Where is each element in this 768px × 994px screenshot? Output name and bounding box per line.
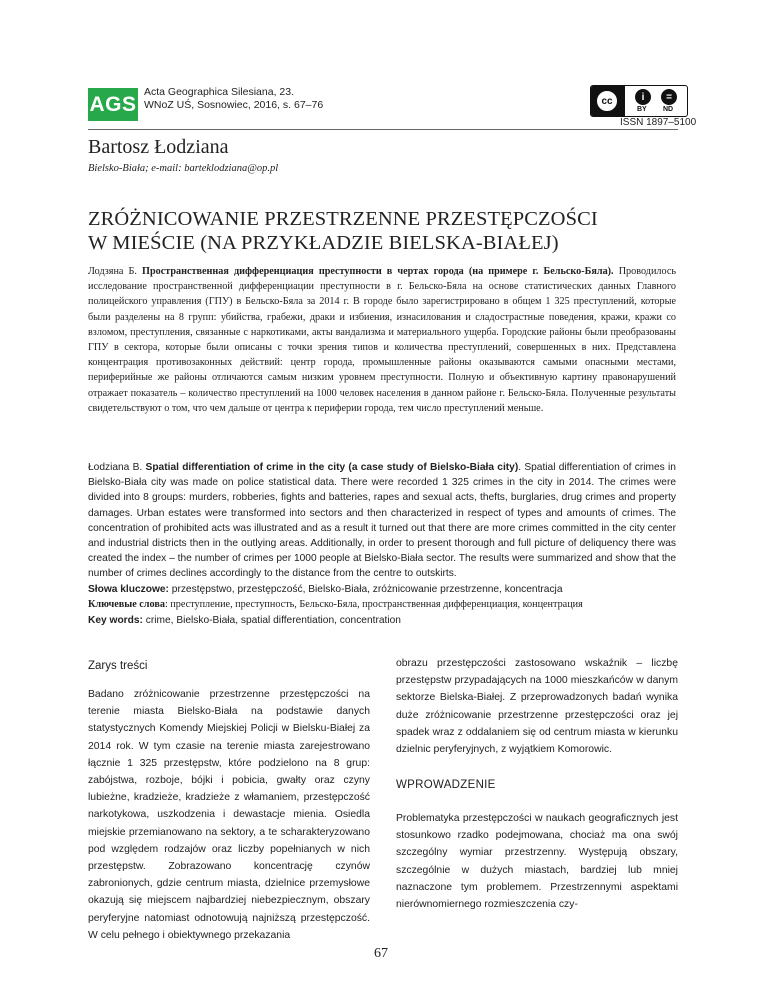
keywords-block [88,582,676,628]
author-affiliation: Bielsko-Biała; e-mail: barteklodziana@op.pl [88,163,279,174]
keywords-en-label: Key words: [88,614,143,626]
journal-info [144,86,323,112]
keywords-ru-label: Ключевые слова [88,599,165,611]
journal-logo: AGS [88,88,138,121]
section-heading-summary: Zarys treści [88,660,148,672]
abstract-russian [88,264,676,416]
page-number: 67 [374,946,388,961]
equals-icon: = [661,89,677,105]
keywords-en-text: crime, Bielsko-Biała, spatial differentiation, concentration [142,614,401,626]
header-divider [88,129,678,130]
license-badge [590,85,688,117]
person-icon: i [635,89,651,105]
journal-line-1: Acta Geographica Silesiana, 23. [144,86,295,98]
keywords-english [88,613,676,628]
title-line-2: W MIEŚCIE (NA PRZYKŁADZIE BIELSKA-BIAŁEJ) [88,232,559,254]
keywords-ru-text: : преступление, преступность, Бельско-Бяла, пространственная дифференциация, концентрация [164,599,583,611]
article-title [88,207,598,255]
journal-line-2: WNoZ UŚ, Sosnowiec, 2016, s. 67–76 [144,99,324,111]
issn: ISSN 1897–5100 [620,117,697,128]
abstract-en-author: Łodziana B. [88,462,143,473]
cc-logo [591,86,625,116]
abstract-ru-body: Проводилось исследование пространственной дифференциации преступности в г. Бельско-Бяла на основе статистических данных Главного полицейского управления (ГПУ) в Бельско-Бяла за 2014 г. В городе было зарегистрировано в общем 1 325 преступлений, которые были разделены на 8 групп: убийства, грабежи, драки и избиения, изнасилования и сладострастные поведения, кражи, кражи со взломом, преступления, связанные с наркотиками, акты вандализма и материального ущерба. Городские районы были преобразованы ГПУ в сектора, которые были описаны с точки зрения типов и количества преступлений, совершенных в них. Представлена концентрация противозаконных действий: центр города, промышленные районы оказываются самыми опасными местами, периферийные же районы отличаются самым низким уровнем преступности. Полную и объективную картину правонарушений отражает показатель – количество преступлений на 1000 человек населения в данном районе г. Бельско-Бяла. Полученные результаты свидетельствуют о том, что чем дальше от центра к периферии города, тем число преступлений меньше. [88,266,677,414]
cc-icon: cc [595,89,619,113]
abstract-ru-title: Пространственная дифференциация преступности в чертах города (на примере г. Бельско-Бяла). [142,266,614,277]
license-by-label: BY [637,106,647,113]
keywords-pl-label: Słowa kluczowe: [88,584,169,595]
license-nd-label: ND [663,106,674,113]
keywords-russian [88,597,676,612]
summary-body: Badano zróżnicowanie przestrzenne przestępczości na terenie miasta Bielsko-Biała na podstawie danych statystycznych Komendy Miejskiej Policji w Bielsku-Białej za 2014 rok. W tym czasie na terenie miasta zarejestrowano łącznie 1 325 przestępstw, które podzielono na 8 grup: zabójstwa, rozboje, bójki i pobicia, gwałty oraz czyny lubieżne, kradzieże, kradzieże z włamaniem, przestępczość narkotykowa, uszkodzenia i dewastacje mienia. Osiedla miejskie przemianowano na sektory, a te scharakteryzowano pod względem rodzajów oraz liczby popełnianych w nich przestępstw. Zobrazowano koncentrację czynów zabronionych, gdzie centrum miasta, dzielnice przemysłowe okazują się miejscem najbardziej niebezpiecznym, obszary peryferyjne natomiast odnotowują najniższą przestępczość. W celu pełnego i obiektywnego przekazania [88,689,370,941]
abstract-english [88,460,676,582]
abstract-en-title: Spatial differentiation of crime in the city (a case study of Bielsko-Biała city) [145,462,519,473]
keywords-pl-text: przestępstwo, przestępczość, Bielsko-Biała, zróżnicowanie przestrzenne, koncentracja [168,584,563,595]
section-heading-introduction: WPROWADZENIE [396,779,496,791]
introduction-body: Problematyka przestępczości w naukach geograficznych jest stosunkowo rzadko podejmowana, chociaż ma ona swój szczególny wymiar przestrzenny. Występują obszary, szczególnie w dużych miastach, bardziej lub mniej naznaczone tym problemem. Przestrzennymi aspektami nierównomiernego rozmieszczenia czy- [396,813,678,911]
summary-continued: obrazu przestępczości zastosowano wskaźnik – liczbę przestępstw przypadających na 1000 mieszkańców w danym sektorze Bielska-Białej. Z przeprowadzonych badań wynika duże zróżnicowanie przestrzenne przestępczości oraz jej spadek wraz z oddalaniem się od centrum miasta w kierunku dzielnic peryferyjnych, z wyjątkiem Komorowic. [396,658,678,756]
author-name: Bartosz Łodziana [88,136,229,158]
abstract-ru-author: Лодзяна Б. [88,266,137,277]
abstract-en-body: . Spatial differentiation of crimes in Bielsko-Biała city was made on police statistical data. There were recorded 1 325 crimes in the city in 2014. The crimes were divided into 8 groups: murders, robberies, fights and batteries, rapes and sexual acts, thefts, burglaries, drug crimes and property damages. Urban estates were transformed into sectors and then characterized in respect of types and amounts of crimes. The concentration of prohibited acts was illustrated and as a result it turned out that there are more crimes committed in the city center and industrial districts then in the outlying areas. Additionally, in order to present thorough and full picture of deliquency there was created the index – the number of crimes per 1000 people at Bielsko-Biała sector. The results were summarized and show that the number of crimes declines accordingly to the distance from the centre to outskirts. [88,462,676,580]
keywords-polish [88,582,676,597]
title-line-1: ZRÓŻNICOWANIE PRZESTRZENNE PRZESTĘPCZOŚCI [88,208,598,230]
